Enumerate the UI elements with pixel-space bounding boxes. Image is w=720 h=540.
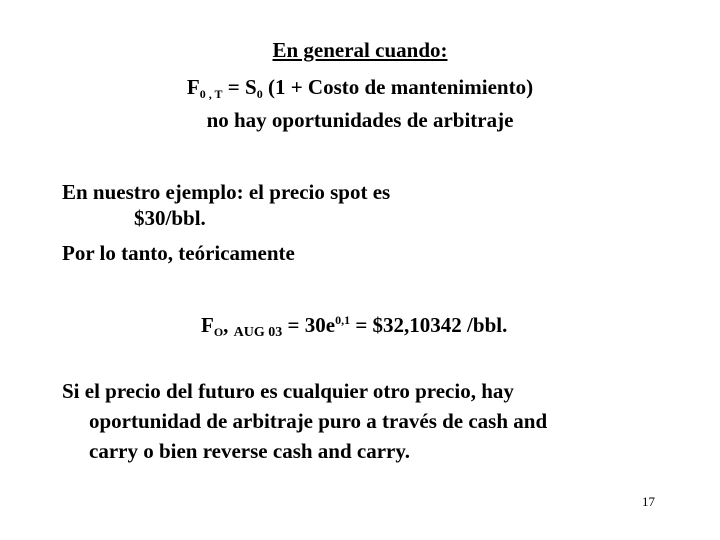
formula-f-subscript: 0 , T	[199, 87, 223, 101]
example-line-3	[62, 240, 295, 266]
formula-f: F	[186, 75, 200, 99]
conclusion-line-1-text: Si el precio del futuro es cualquier otro precio, hay	[62, 379, 514, 403]
computation-sub-o: O	[213, 325, 224, 339]
conclusion-line-3-text: carry o bien reverse cash and carry.	[89, 439, 410, 463]
general-heading	[0, 37, 720, 63]
computation-f: F	[201, 313, 214, 337]
general-conclusion	[0, 107, 720, 133]
computation-exponent: 0,1	[335, 313, 351, 327]
conclusion-line-1	[62, 378, 514, 404]
conclusion-line-3	[89, 438, 410, 464]
example-line-2-text: $30/bbl.	[134, 206, 206, 230]
example-line-2	[134, 205, 206, 231]
formula-rest: (1 + Costo de mantenimiento)	[262, 75, 534, 99]
computation-equals: = 30e	[282, 313, 336, 337]
example-line-3-text: Por lo tanto, teóricamente	[62, 241, 295, 265]
computation-result: = $32,10342 /bbl.	[350, 313, 508, 337]
computation-comma: ,	[223, 313, 234, 337]
general-formula	[0, 74, 720, 100]
computation-formula	[201, 312, 507, 338]
general-heading-text: En general cuando:	[272, 38, 448, 62]
general-conclusion-text: no hay oportunidades de arbitraje	[206, 108, 514, 132]
conclusion-line-2-text: oportunidad de arbitraje puro a través de cash and	[89, 409, 548, 433]
formula-equals-s: = S	[222, 75, 257, 99]
formula-s-subscript: 0	[256, 87, 263, 101]
example-line-1	[62, 179, 390, 205]
computation-sub-aug: AUG 03	[233, 325, 283, 340]
conclusion-line-2	[89, 408, 547, 434]
page-number: 17	[642, 494, 655, 509]
example-line-1-text: En nuestro ejemplo: el precio spot es	[62, 180, 391, 204]
